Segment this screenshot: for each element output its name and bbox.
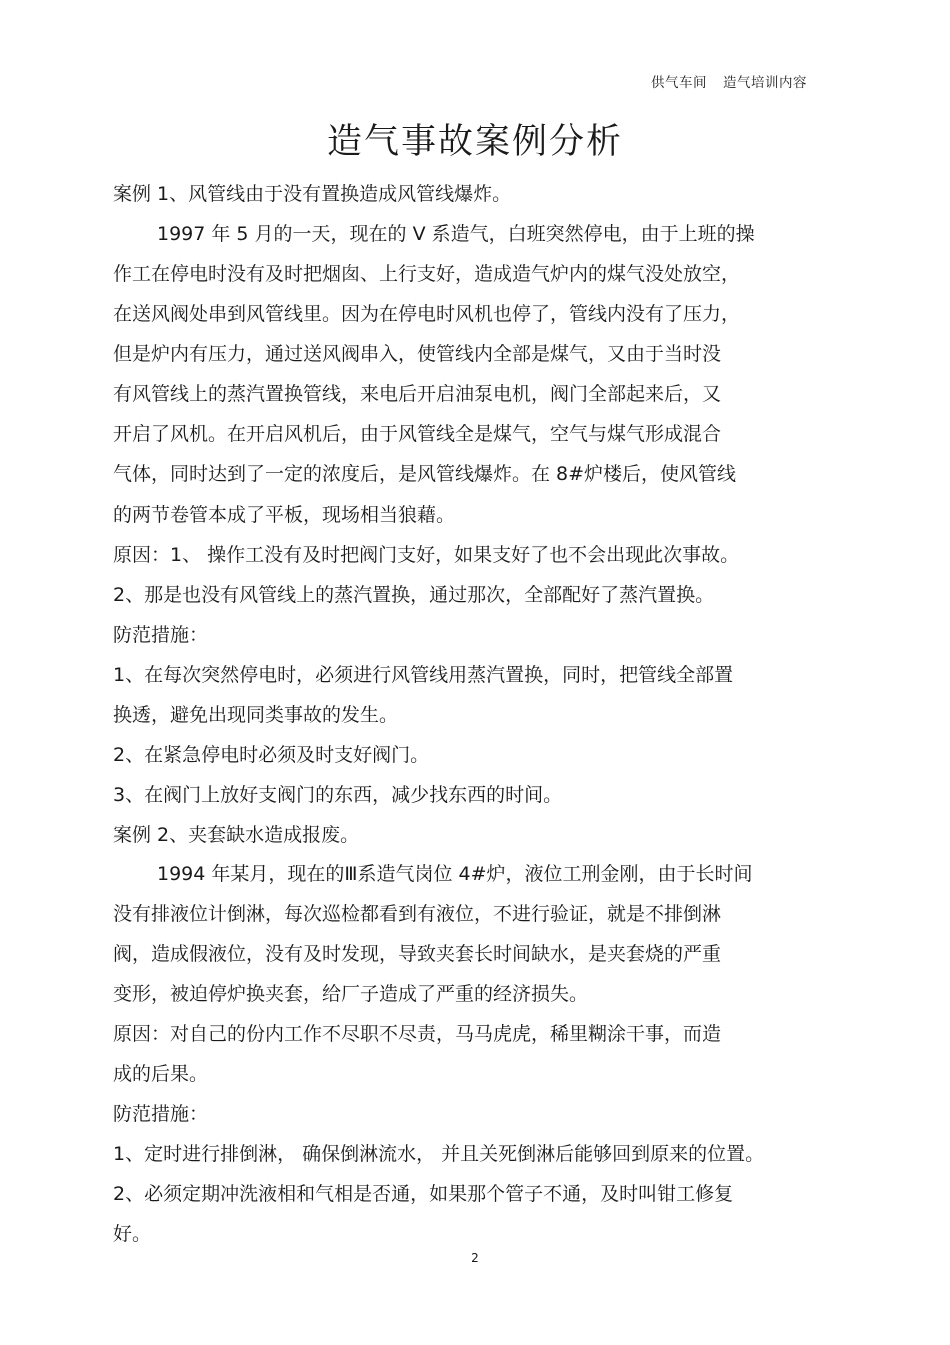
case2-measure-1: 1、定时进行排倒淋， 确保倒淋流水， 并且关死倒淋后能够回到原来的位置。	[113, 1143, 765, 1165]
case1-paragraph-line: 有风管线上的蒸汽置换管线，来电后开启油泵电机，阀门全部起来后，又	[113, 383, 722, 405]
case2-paragraph-line: 1994 年某月，现在的Ⅲ系造气岗位 4#炉，液位工刑金刚，由于长时间	[157, 863, 753, 885]
case1-paragraph-line: 作工在停电时没有及时把烟囱、上行支好，造成造气炉内的煤气没处放空，	[113, 263, 741, 285]
case2-paragraph-line: 变形，被迫停炉换夹套，给厂子造成了严重的经济损失。	[113, 983, 589, 1005]
case1-measure-2: 2、在紧急停电时必须及时支好阀门。	[113, 744, 430, 766]
case1-paragraph-line: 开启了风机。在开启风机后，由于风管线全是煤气，空气与煤气形成混合	[113, 423, 722, 445]
case1-heading: 案例 1、风管线由于没有置换造成风管线爆炸。	[113, 183, 512, 205]
page-header	[651, 71, 807, 91]
case1-paragraph-line: 的两节卷管本成了平板，现场相当狼藉。	[113, 504, 456, 526]
header-topic: 造气培训内容	[723, 75, 807, 91]
case2-heading: 案例 2、夹套缺水造成报废。	[113, 824, 360, 846]
case1-cause-2: 2、那是也没有风管线上的蒸汽置换，通过那次，全部配好了蒸汽置换。	[113, 584, 715, 606]
case2-measure-2-cont: 好。	[113, 1223, 152, 1245]
case2-paragraph-line: 没有排液位计倒淋，每次巡检都看到有液位，不进行验证，就是不排倒淋	[113, 903, 722, 925]
case2-cause: 原因：对自己的份内工作不尽职不尽责，马马虎虎，稀里糊涂干事，而造	[113, 1023, 722, 1045]
header-department: 供气车间	[651, 75, 707, 91]
case1-measure-1: 1、在每次突然停电时，必须进行风管线用蒸汽置换，同时，把管线全部置	[113, 664, 734, 686]
case1-measures-heading: 防范措施：	[113, 624, 209, 646]
document-title: 造气事故案例分析	[326, 122, 623, 162]
case1-cause-1: 原因：1、 操作工没有及时把阀门支好，如果支好了也不会出现此次事故。	[113, 544, 740, 566]
case1-measure-3: 3、在阀门上放好支阀门的东西，减少找东西的时间。	[113, 784, 563, 806]
case2-measures-heading: 防范措施：	[113, 1103, 209, 1125]
case1-measure-1-cont: 换透，避免出现同类事故的发生。	[113, 704, 399, 726]
case2-measure-2: 2、必须定期冲洗液相和气相是否通，如果那个管子不通，及时叫钳工修复	[113, 1183, 734, 1205]
page-number: 2	[471, 1251, 479, 1265]
case1-paragraph-line: 但是炉内有压力，通过送风阀串入，使管线内全部是煤气，又由于当时没	[113, 343, 722, 365]
case1-paragraph-line: 在送风阀处串到风管线里。因为在停电时风机也停了，管线内没有了压力，	[113, 303, 741, 325]
case2-paragraph-line: 阀，造成假液位，没有及时发现，导致夹套长时间缺水，是夹套烧的严重	[113, 943, 722, 965]
case2-cause-cont: 成的后果。	[113, 1063, 209, 1085]
case1-paragraph-line: 气体，同时达到了一定的浓度后，是风管线爆炸。在 8#炉楼后，使风管线	[113, 463, 737, 485]
case1-paragraph-line: 1997 年 5 月的一天，现在的 V 系造气，白班突然停电，由于上班的操	[157, 223, 755, 245]
